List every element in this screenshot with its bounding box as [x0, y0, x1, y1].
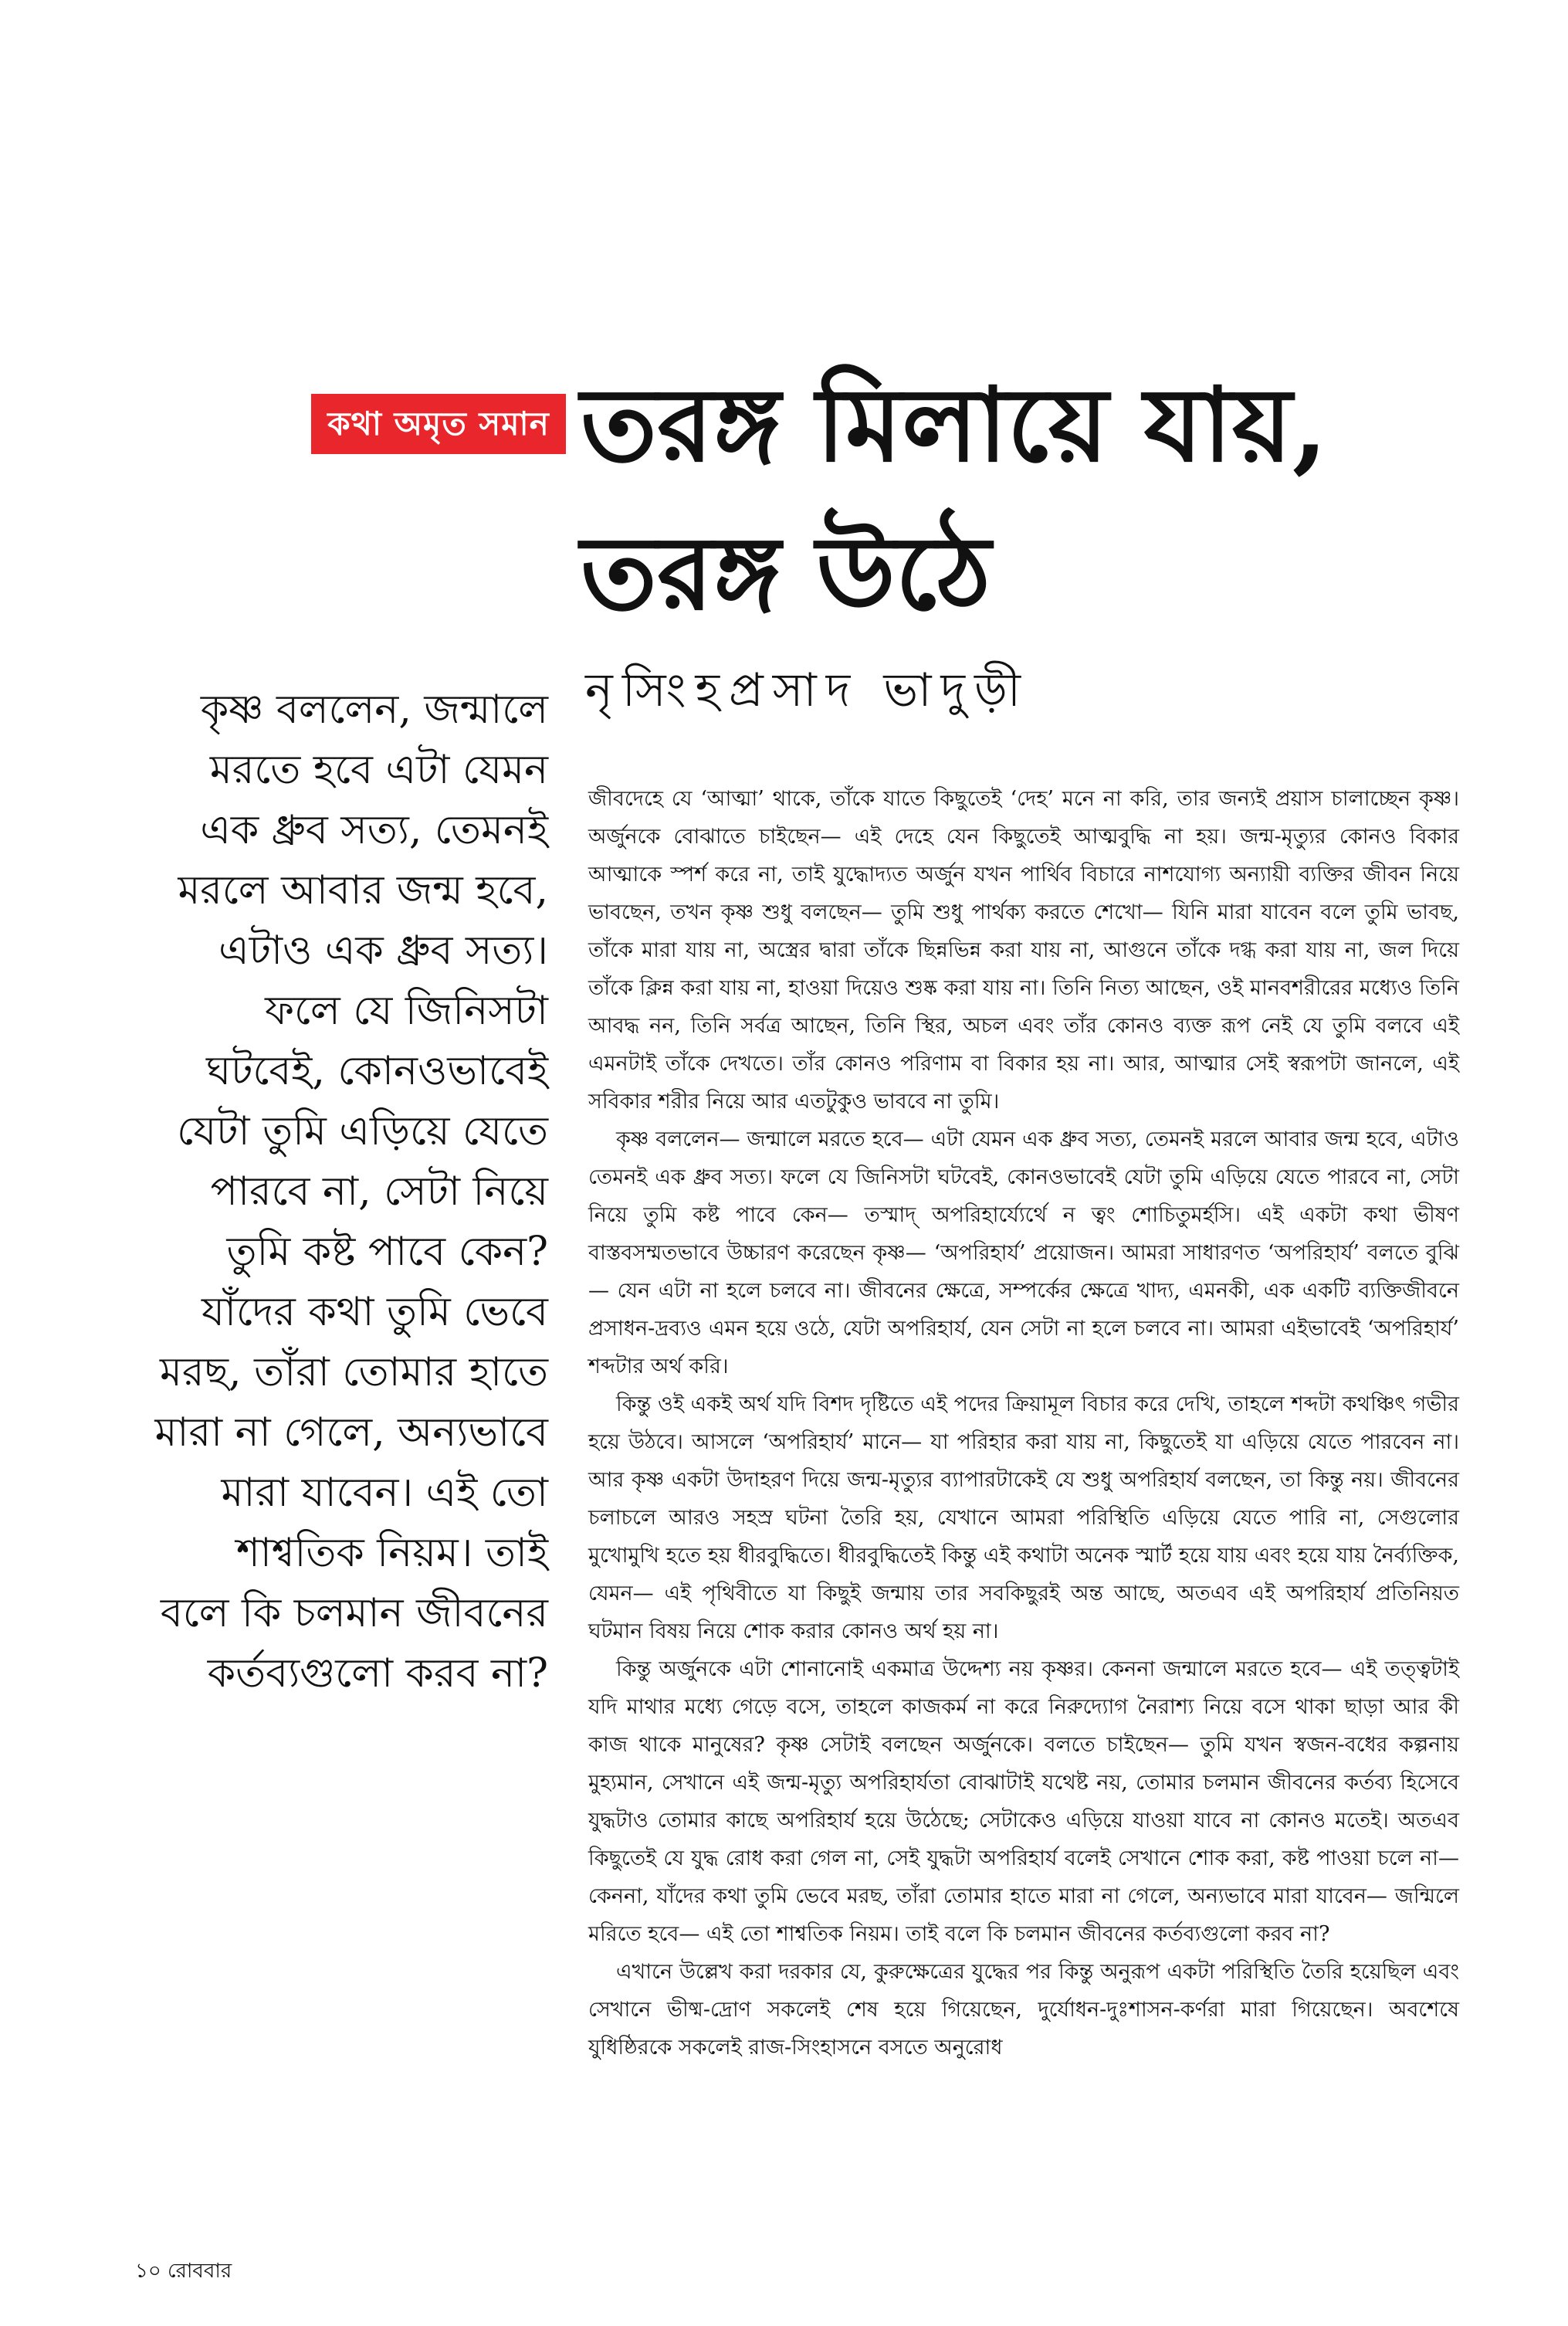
pull-quote-line: মারা যাবেন। এই তো [221, 1470, 548, 1516]
title-line: তরঙ্গ উঠে [581, 514, 991, 633]
pull-quote-line: বলে কি চলমান জীবনের [160, 1590, 548, 1636]
pull-quote-line: যেটা তুমি এড়িয়ে যেতে [177, 1108, 548, 1155]
pull-quote-line: ফলে যে জিনিসটা [265, 988, 548, 1034]
title-line: তরঙ্গ মিলায়ে যায়, [581, 365, 1328, 485]
pull-quote-line: কৃষ্ণ বললেন, জন্মালে [200, 687, 548, 733]
pull-quote-line: মরছ, তাঁরা তোমার হাতে [160, 1349, 548, 1395]
pull-quote-line: তুমি কষ্ট পাবে কেন? [226, 1229, 548, 1275]
body-paragraph: এখানে উল্লেখ করা দরকার যে, কুরুক্ষেত্রের যুদ্ধের পর কিন্তু অনুরূপ একটা পরিস্থিতি তৈরি হয়েছিল এবং সেখানে ভীষ্ম-দ্রোণ সকলেই শেষ হয়ে গিয়েছেন, দুর্যোধন-দুঃশাসন-কর্ণরা মারা গিয়েছেন। অবশেষে যুধিষ্ঠিরকে সকলেই রাজ-সিংহাসনে বসতে অনুরোধ [588, 1960, 1459, 2060]
pull-quote-line: এক ধ্রুব সত্য, তেমনই [200, 807, 548, 853]
article-body [588, 780, 1459, 2067]
body-paragraph: কিন্তু অর্জুনকে এটা শোনানোই একমাত্র উদ্দেশ্য নয় কৃষ্ণর। কেননা জন্মালে মরতে হবে— এই তত্ত্বটাই যদি মাথার মধ্যে গেড়ে বসে, তাহলে কাজকর্ম না করে নিরুদ্যোগ নৈরাশ্য নিয়ে বসে থাকা ছাড়া আর কী কাজ থাকে মানুষের? কৃষ্ণ সেটাই বলছেন অর্জুনকে। বলতে চাইছেন— তুমি যখন স্বজন-বধের কল্পনায় মুহ্যমান, সেখানে এই জন্ম-মৃত্যু অপরিহার্যতা বোঝাটাই যথেষ্ট নয়, তোমার চলমান জীবনের কর্তব্য হিসেবে যুদ্ধটাও তোমার কাছে অপরিহার্য হয়ে উঠেছে; সেটাকেও এড়িয়ে যাওয়া যাবে না কোনও মতেই। অতএব কিছুতেই যে যুদ্ধ রোধ করা গেল না, সেই যুদ্ধটা অপরিহার্য বলেই সেখানে শোক করা, কষ্ট পাওয়া চলে না— কেননা, যাঁদের কথা তুমি ভেবে মরছ, তাঁরা তোমার হাতে মারা না গেলে, অন্যভাবে মারা যাবেন— জন্মিলে মরিতে হবে— এই তো শাশ্বতিক নিয়ম। তাই বলে কি চলমান জীবনের কর্তব্যগুলো করব না? [588, 1657, 1459, 1946]
author-byline: নৃসিংহপ্রসাদ ভাদুড়ী [585, 663, 1031, 717]
page-folio: ১০ রোববার [135, 2260, 232, 2283]
pull-quote-line: পারবে না, সেটা নিয়ে [210, 1168, 548, 1215]
pull-quote-line: শাশ্বতিক নিয়ম। তাই [235, 1530, 548, 1576]
pull-quote-line: এটাও এক ধ্রুব সত্য। [218, 927, 548, 974]
body-paragraph: জীবদেহে যে ‘আত্মা’ থাকে, তাঁকে যাতে কিছুতেই ‘দেহ’ মনে না করি, তার জন্যই প্রয়াস চালাচ্ছেন কৃষ্ণ। অর্জুনকে বোঝাতে চাইছেন— এই দেহে যেন কিছুতেই আত্মবুদ্ধি না হয়। জন্ম-মৃত্যুর কোনও বিকার আত্মাকে স্পর্শ করে না, তাই যুদ্ধোদ্যত অর্জুন যখন পার্থিব বিচারে নাশযোগ্য অন্যায়ী ব্যক্তির জীবন নিয়ে ভাবছেন, তখন কৃষ্ণ শুধু বলছেন— তুমি শুধু পার্থক্য করতে শেখো— যিনি মারা যাবেন বলে তুমি ভাবছ, তাঁকে মারা যায় না, অস্ত্রের দ্বারা তাঁকে ছিন্নভিন্ন করা যায় না, আগুনে তাঁকে দগ্ধ করা যায় না, জল দিয়ে তাঁকে ক্লিন্ন করা যায় না, হাওয়া দিয়েও শুষ্ক করা যায় না। তিনি নিত্য আছেন, ওই মানবশরীরের মধ্যেও তিনি আবদ্ধ নন, তিনি সর্বত্র আছেন, তিনি স্থির, অচল এবং তাঁর কোনও ব্যক্ত রূপ নেই যে তুমি বলবে এই এমনটাই তাঁকে দেখতে। তাঁর কোনও পরিণাম বা বিকার হয় না। আর, আত্মার সেই স্বরূপটা জানলে, এই সবিকার শরীর নিয়ে আর এতটুকুও ভাববে না তুমি। [588, 787, 1460, 1114]
pull-quote-line: ঘটবেই, কোনওভাবেই [206, 1048, 548, 1094]
pull-quote [139, 680, 548, 1704]
pull-quote-line: মারা না গেলে, অন্যভাবে [154, 1409, 548, 1456]
pull-quote-line: মরলে আবার জন্ম হবে, [178, 867, 548, 914]
body-paragraph: কৃষ্ণ বললেন— জন্মালে মরতে হবে— এটা যেমন এক ধ্রুব সত্য, তেমনই মরলে আবার জন্ম হবে, এটাও তেমনই এক ধ্রুব সত্য। ফলে যে জিনিসটা ঘটবেই, কোনওভাবেই যেটা তুমি এড়িয়ে যেতে পারবে না, সেটা নিয়ে তুমি কষ্ট পাবে কেন— তস্মাদ্ অপরিহার্য্যের্থে ন ত্বং শোচিতুমর্হসি। এই একটা কথা ভীষণ বাস্তবসম্মতভাবে উচ্চারণ করেছেন কৃষ্ণ— ‘অপরিহার্য’ প্রয়োজন। আমরা সাধারণত ‘অপরিহার্য’ বলতে বুঝি— যেন এটা না হলে চলবে না। জীবনের ক্ষেত্রে, সম্পর্কের ক্ষেত্রে খাদ্য, এমনকী, এক একটি ব্যক্তিজীবনে প্রসাধন-দ্রব্যও এমন হয়ে ওঠে, যেটা অপরিহার্য, যেন সেটা না হলে চলবে না। আমরা এইভাবেই ‘অপরিহার্য’ শব্দটার অর্থ করি। [588, 1127, 1459, 1378]
body-paragraph: কিন্তু ওই একই অর্থ যদি বিশদ দৃষ্টিতে এই পদের ক্রিয়ামূল বিচার করে দেখি, তাহলে শব্দটা কথঞ্চিৎ গভীর হয়ে উঠবে। আসলে ‘অপরিহার্য’ মানে— যা পরিহার করা যায় না, কিছুতেই যা এড়িয়ে যেতে পারবেন না। আর কৃষ্ণ একটা উদাহরণ দিয়ে জন্ম-মৃত্যুর ব্যাপারটাকেই যে শুধু অপরিহার্য বলছেন, তা কিন্তু নয়। জীবনের চলাচলে আরও সহস্র ঘটনা তৈরি হয়, যেখানে আমরা পরিস্থিতি এড়িয়ে যেতে পারি না, সেগুলোর মুখোমুখি হতে হয় ধীরবুদ্ধিতে। ধীরবুদ্ধিতেই কিন্তু এই কথাটা অনেক স্মার্ট হয়ে যায় এবং হয়ে যায় নৈর্ব্যক্তিক, যেমন— এই পৃথিবীতে যা কিছুই জন্মায় তার সবকিছুরই অন্ত আছে, অতএব এই অপরিহার্য প্রতিনিয়ত ঘটমান বিষয় নিয়ে শোক করার কোনও অর্থ হয় না। [588, 1392, 1459, 1643]
section-tag: কথা অমৃত সমান [311, 394, 566, 454]
pull-quote-line: কর্তব্যগুলো করব না? [207, 1650, 548, 1697]
pull-quote-line: যাঁদের কথা তুমি ভেবে [201, 1289, 548, 1335]
pull-quote-line: মরতে হবে এটা যেমন [209, 747, 548, 793]
article-title [581, 351, 1492, 648]
